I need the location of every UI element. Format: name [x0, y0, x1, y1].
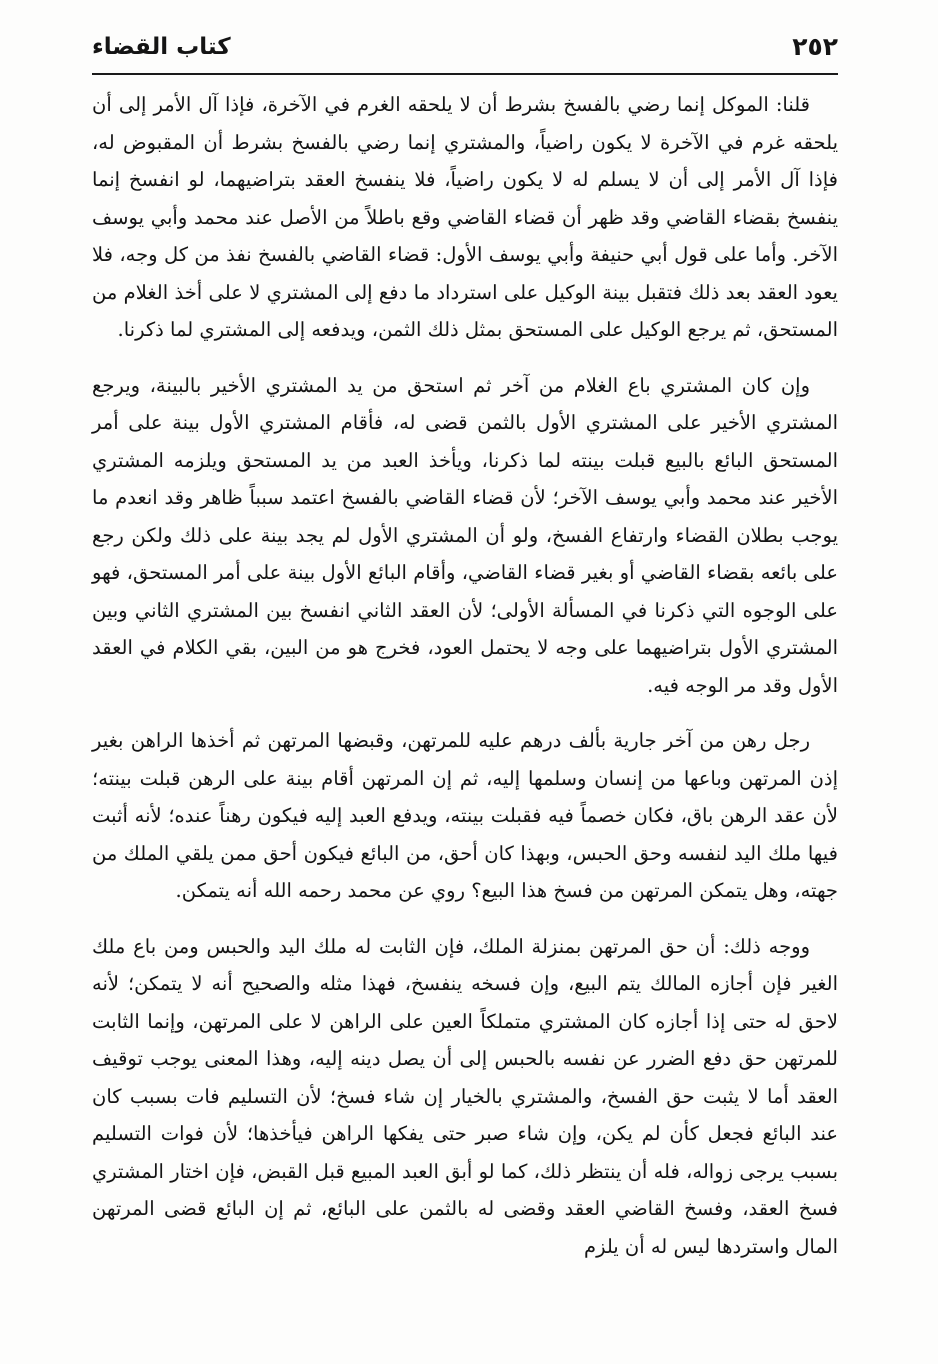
page-number: ٢٥٢ [792, 32, 838, 61]
header-rule [92, 73, 838, 75]
paragraph-4: ووجه ذلك: أن حق المرتهن بمنزلة الملك، فإن الثابت له ملك اليد والحبس ومن باع ملك الغير فإن أجازه المالك يتم البيع، وإن فسخه ينفسخ، فهذا مثله والصحيح أنه لا يتمكن؛ لأنه لاحق له حتى إذا أجازه كان المشتري متملكاً العين على الراهن لا على المرتهن، وإنما الثابت للمرتهن حق دفع الضرر عن نفسه بالحبس إلى أن يصل دينه إليه، وهذا المعنى يوجب توقيف العقد أما لا يثبت حق الفسخ، والمشتري بالخيار إن شاء فسخ؛ لأن التسليم فات بسبب كان عند البائع فجعل كأن لم يكن، وإن شاء صبر حتى يفكها الراهن فيأخذها؛ لأن فوات التسليم بسبب يرجى زواله، فله أن ينتظر ذلك، كما لو أبق العبد المبيع قبل القبض، فإن اختار المشتري فسخ العقد، وفسخ القاضي العقد وقضى له بالثمن على البائع، ثم إن البائع قضى المرتهن المال واستردها ليس له أن يلزم [92, 934, 838, 1258]
paragraph-2: وإن كان المشتري باع الغلام من آخر ثم استحق من يد المشتري الأخير بالبينة، ويرجع المشتري الأخير على المشتري الأول بالثمن قضى له، فأقام المشتري الأول بينة على أمر المستحق البائع بالبيع قبلت بينته لما ذكرنا، ويأخذ العبد من يد المستحق ويلزمه المشتري الأخير عند محمد وأبي يوسف الآخر؛ لأن قضاء القاضي بالفسخ اعتمد سبباً ظاهر وقد انعدم ما يوجب بطلان القضاء وارتفاع الفسخ، ولو أن المشتري الأول لم يجد بينة على ذلك ولكن رجع على بائعه بقضاء القاضي أو بغير قضاء القاضي، وأقام البائع الأول بينة على أمر المستحق، فهو على الوجوه التي ذكرنا في المسألة الأولى؛ لأن العقد الثاني انفسخ بين المشتري الثاني وبين المشتري الأول بتراضيهما على وجه لا يحتمل العود، فخرج هو من البين، بقي الكلام في العقد الأول وقد مر الوجه فيه. [92, 373, 838, 697]
running-title: كتاب القضاء [92, 34, 231, 60]
paragraph-1: قلنا: الموكل إنما رضي بالفسخ بشرط أن لا يلحقه الغرم في الآخرة، فإذا آل الأمر إلى أن يلحقه غرم في الآخرة لا يكون راضياً، والمشتري إنما رضي بالفسخ بشرط أن المقبوض له، فإذا آل الأمر إلى أن لا يسلم له لا يكون راضياً، فلا ينفسخ العقد بتراضيهما، لو انفسخ إنما ينفسخ بقضاء القاضي وقد ظهر أن قضاء القاضي وقع باطلاً من الأصل عند محمد وأبي يوسف الآخر. وأما على قول أبي حنيفة وأبي يوسف الأول: قضاء القاضي بالفسخ نفذ من كل وجه، فلا يعود العقد بعد ذلك فتقبل بينة الوكيل على استرداد ما دفع إلى المشتري لا على أخذ الغلام من المستحق، ثم يرجع الوكيل على المستحق بمثل ذلك الثمن، ويدفعه إلى المشتري لما ذكرنا. [92, 93, 838, 341]
paragraph-3: رجل رهن من آخر جارية بألف درهم عليه للمرتهن، وقبضها المرتهن ثم أخذها الراهن بغير إذن المرتهن وباعها من إنسان وسلمها إليه، ثم إن المرتهن أقام بينة على الرهن قبلت بينته؛ لأن عقد الرهن باق، فكان خصماً فيه فقبلت بينته، ويدفع العبد إليه فيكون رهناً عنده؛ لأنه أثبت فيها ملك اليد لنفسه وحق الحبس، وبهذا كان أحق، من البائع فيكون أحق ممن يلقي الملك من جهته، وهل يتمكن المرتهن من فسخ هذا البيع؟ روي عن محمد رحمه الله أنه يتمكن. [92, 729, 838, 902]
page-header [92, 30, 838, 66]
page-body [92, 86, 838, 1283]
